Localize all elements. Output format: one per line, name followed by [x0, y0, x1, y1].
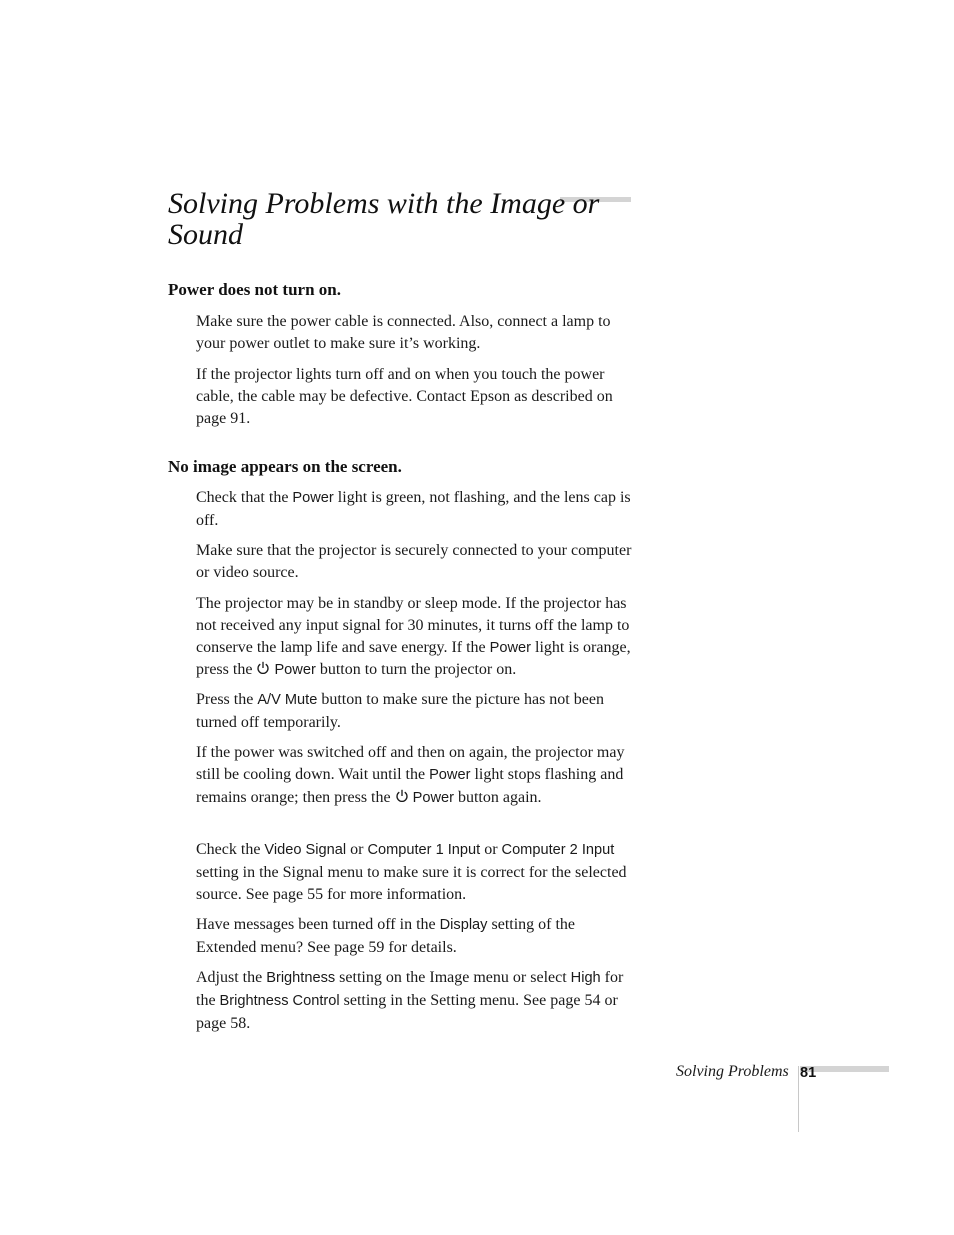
paragraph: If the power was switched off and then on again, the projector may still be cooling down. Wait until the Power light stops flashing and remains orange; then press the Power button again.	[196, 744, 625, 806]
ui-term: Display	[439, 917, 488, 933]
footer-section-title: Solving Problems	[676, 1063, 789, 1080]
paragraph: Adjust the Brightness setting on the Image menu or select High for the Brightness Control setting in the Setting menu. See page 54 or page 58.	[196, 969, 624, 1032]
paragraph: Press the A/V Mute button to make sure the picture has not been turned off temporarily.	[196, 691, 604, 731]
power-icon	[256, 661, 270, 675]
paragraph: Have messages been turned off in the Display setting of the Extended menu? See page 59 for details.	[196, 916, 576, 956]
ui-term: Computer 1 Input	[367, 842, 481, 858]
ui-term: Power	[429, 766, 471, 783]
power-icon	[395, 789, 409, 803]
page-number: 81	[800, 1065, 817, 1081]
ui-term: Power	[412, 789, 454, 806]
paragraph: Check that the Power light is green, not flashing, and the lens cap is off.	[196, 489, 631, 529]
ui-term: Brightness Control	[219, 992, 340, 1009]
ui-term: Power	[274, 662, 316, 679]
ui-term: Power	[292, 490, 334, 506]
ui-term: Power	[489, 639, 532, 656]
paragraph: If the projector lights turn off and on when you touch the power cable, the cable may be defective. Contact Epson as described on page 91.	[196, 366, 613, 427]
ui-term: Video Signal	[264, 842, 347, 858]
paragraph: Make sure the power cable is connected. Also, connect a lamp to your power outlet to make sure it’s working.	[196, 313, 611, 352]
paragraph: Check the Video Signal or Computer 1 Input or Computer 2 Input setting in the Signal menu to make sure it is correct for the selected source. See page 55 for more information.	[196, 841, 627, 903]
paragraph: Make sure that the projector is securely connected to your computer or video source.	[196, 542, 632, 581]
ui-term: Computer 2 Input	[501, 842, 615, 858]
footer-divider	[798, 1066, 799, 1132]
ui-term: High	[570, 970, 601, 986]
ui-term: Brightness	[266, 970, 336, 986]
page-title: Solving Problems with the Image or Sound	[168, 187, 600, 251]
section-heading-no-image: No image appears on the screen.	[168, 457, 402, 476]
section-heading-power: Power does not turn on.	[168, 280, 341, 299]
paragraph: The projector may be in standby or sleep mode. If the projector has not received any input signal for 30 minutes, it turns off the lamp to conserve the lamp life and save energy. If the Power light is orange, press the Power button to turn the projector on.	[196, 595, 631, 679]
ui-term: A/V Mute	[257, 692, 318, 708]
